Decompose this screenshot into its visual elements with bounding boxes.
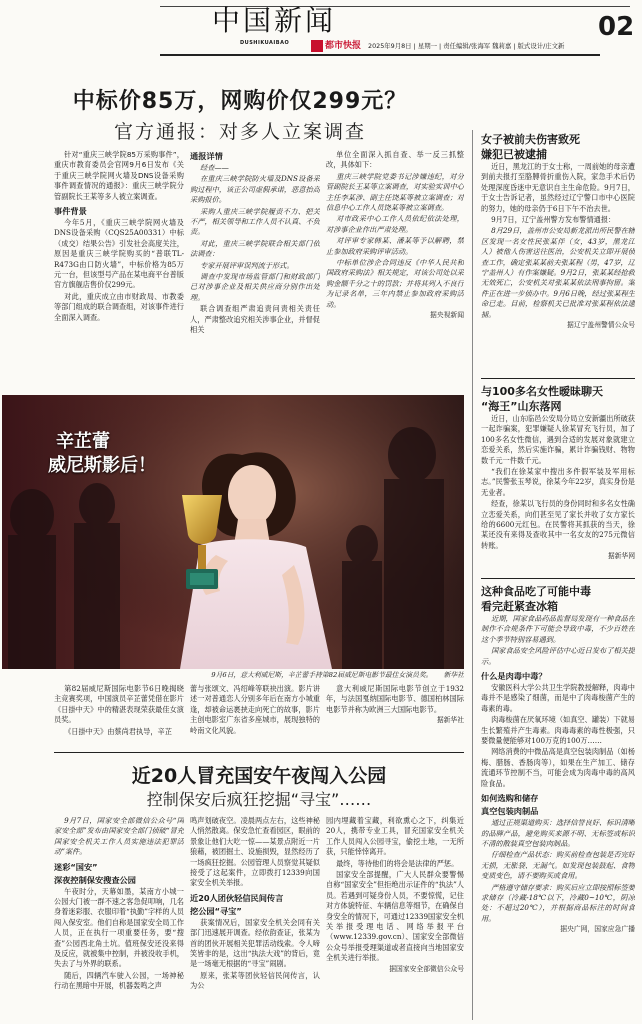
second-c3-p3: 国家安全部提醒，广大人民群众要警惕自称“国家安全”但拒绝出示证件的“执法”人员。若遇到可疑身份人员，不要惊慌，记住对方体貌特征、车辆信息等细节，在确保自身安全的情况下，可通过12339国家安全机关举报受理电话、网络举报平台（www.12339.gov.cn）、国家安全部微信公众号举报受理渠道或者直接向当地国家安全机关进行举报。 — [326, 870, 464, 963]
photo-story-col-3 — [326, 684, 464, 746]
page-number: 02 — [598, 12, 635, 42]
masthead — [0, 0, 642, 64]
right-article-3 — [481, 584, 635, 1020]
lead-col3-p1: 单位全面深入抓自查、举一反三抓整改，具体如下： — [326, 150, 464, 170]
photo-story-p1b: 《日掛中天》由蔡尚君执导，辛芷 — [64, 726, 172, 736]
second-credit: 据国家安全部微信公众号 — [389, 964, 464, 973]
brand-name: 都市快报 — [325, 41, 362, 51]
brand-logo-icon — [311, 40, 323, 52]
masthead-bottom-rule — [160, 54, 600, 56]
photo-credit: 新华社 — [443, 671, 464, 679]
lead-col2-q3: 对此，重庆三峡学院联合相关部门依法调查： — [190, 238, 320, 259]
lead-col2-q-title: 经查—— — [200, 163, 229, 172]
right-a3-q-p1: 安徽医科大学公共卫生学院教授解释，肉毒中毒并不是感染了细菌，而是中了肉毒梭菌产生的毒素的毒。 — [481, 683, 635, 713]
lead-intro: 针对“重庆三峡学院85万采购事件”，重庆市教育委员会官网9月6日发布《关于重庆三峡学院网火墙及DNS设备采购事件调查情况的通报》：重庆三峡学院分管副院长王某等多人被立案调查。 — [54, 150, 184, 201]
lead-col3-q1: 重庆三峡学院党委书记涉嫌违纪，对分管副院长王某等立案调查，对实验实训中心主任李某涉、副主任饶某等被立案调查；对信息中心工作人员饶某等被立案调查。 — [326, 171, 464, 213]
lead-col1-p2: 对此，重庆成立由市财政局、市教委等部门组成的联合调查组，对该事件进行全面深入调查。 — [54, 291, 184, 322]
issue-weekday: 星期一 — [417, 42, 437, 50]
photo-story-credit: 据新华社 — [436, 716, 464, 725]
second-c2-p1: 鸣声划破夜空。凌晨两点左右，这些神秘人悄然散离。保安急忙查看园区，眼前的景象让他们大吃一惊——某景点附近一片狼藉，被团掘土、设施损毁，显然经历了一场疯狂挖掘。公园管理人员察觉其疑似接受了这起案件，立即拨打12339向国家安全机关举报。 — [190, 816, 320, 888]
right-a3-headline: 这种食品吃了可能中毒 — [481, 585, 591, 598]
designer-credit: 版式设计/庄文新 — [517, 42, 565, 50]
right-a1-headline: 女子被前夫伤害致死 — [481, 133, 580, 146]
right-a2-credit: 据新华网 — [607, 552, 635, 561]
right-a1-p1: 近日，黑龙江的于女士称，一周前她的母亲遭到前夫报打至胳膊骨折重伤入院，家急手术后仍处理深度昏迷中无意识自主生命危险。9月7日，于女士告诉记者，虽然经过辽宁警口市中心医院的努力，她的母亲仍于6日下午不治去世。 — [481, 162, 635, 213]
lead-headline: 中标价85万，网购价仅299元？ — [72, 89, 408, 114]
right-divider-2 — [481, 578, 635, 579]
second-c3-p2: 最终，等待他们的将会是法律的严惩。 — [336, 858, 459, 868]
lead-credit: 据央视新闻 — [430, 311, 464, 320]
right-a2-p1: 近日，山东临邑公安局分局立安新疆出所破获一起诈骗案，犯罪嫌疑人徐某冒充飞行员，加了100多名女性微信，遇到合适的发展对象就建立恋爱关系，然后实施诈骗，累计诈骗钱财、物物数千元一件数千元。 — [481, 414, 635, 465]
editor-credit: 责任编辑/张海军 魏莉嘉 — [443, 42, 512, 50]
right-column-divider — [472, 130, 473, 1020]
right-a3-s-title: 如何选购和储存 — [481, 793, 539, 804]
photo-overlay-line-2: 威尼斯影后！ — [48, 455, 156, 476]
right-a3-s-p3: 严格遵守储存要求：购买后应立即按照标签要求储存（冷藏-18℃以下，冷藏0~10℃，阴凉处：不超过20℃），并根据商品标注的时间食用。 — [481, 882, 635, 923]
second-s1-p2: 随后，四辆汽车驶入公园，一场神秘行动在黑暗中开展，机器轰鸣之声 — [54, 970, 184, 991]
right-a1-headline2: 嫌犯已被逮捕 — [481, 148, 547, 161]
right-a2-headline: 与100多名女性暧昧聊天 — [481, 385, 603, 398]
lead-col3-q3: 对评审专家韩某、潘某等予以解聘，禁止参加政府采购评审活动。 — [326, 236, 464, 256]
issue-date: 2025年9月8日 — [368, 42, 412, 50]
lead-col3-q2: 对市政采中心工作人员依纪依法处理，对涉事企业作出严肃处理。 — [326, 214, 464, 234]
right-a3-s-p2: 仔细检查产品状态：购买前检查包装是否完好无损，无胀袋、无漏气。如发现包装鼓起、食物变质变色，请不要购买或食用。 — [481, 850, 635, 881]
lead-col2-p1: 联合调查组严肃追责问责相关责任人，严肃整改追究相关涉事企业，并督促相关 — [190, 304, 320, 335]
lead-subhead: 官方通报：对多人立案调查 — [113, 121, 366, 143]
right-a1-body — [481, 162, 635, 330]
right-article-1 — [481, 132, 635, 372]
right-a3-s-title2: 真空包装肉制品 — [481, 806, 539, 817]
second-s2-title2: 挖公园“寻宝” — [190, 905, 242, 916]
right-a2-body — [481, 414, 635, 561]
right-a3-p1: 近期，国家食品药品监督局发现有一种食品在制作不合规条件下可能会导致中毒，不少百姓在这个季节特别容易遇到。 — [481, 614, 635, 644]
second-headline: 近20人冒充国安午夜闯入公园 — [131, 765, 387, 787]
subject-face — [228, 465, 276, 525]
right-a2-headline2: “海王”山东落网 — [481, 400, 562, 413]
right-a3-p2: 国家食品安全风险评估中心近日发布了相关提示。 — [481, 646, 635, 666]
lead-col2-q2: 采购人重庆三峡学院履责不力、把关不严，相关领导和工作人员不认真、不负责。 — [190, 206, 320, 237]
right-a3-body — [481, 614, 635, 934]
second-s1-title2: 深夜控制保安搜查公园 — [54, 874, 136, 885]
right-a3-q-p2: 肉毒梭菌在厌氧环境（如真空、罐装）下就易生长繁殖并产生毒素。肉毒毒素的毒性极强，只要微量便能够对100万克的100万…… — [481, 715, 635, 746]
lead-col3-q4: 中标单位涉企合同违反《中华人民共和国政府采购法》相关规定，对该公司处以采购金额千分之十的罚款；并将其列入不良行为记录名单，三年内禁止参加政府采购活动。 — [326, 258, 464, 309]
photo-story-p1: 第82届威尼斯国际电影节6日晚揭晓主竞赛奖项，中国演员辛芷蕾凭借在影片《日掛中天》中的精湛表现荣获最佳女演员奖。 — [54, 684, 184, 725]
second-subhead: 控制保安后疯狂挖掘“寻宝”…… — [146, 790, 372, 809]
right-a3-q-title: 什么是肉毒中毒？ — [481, 671, 547, 682]
right-divider-1 — [481, 378, 635, 379]
second-s1-p1: 午夜时分，天幕如墨，某南方小城一公园大门被一群不速之客急促叩响，几名身着迷彩服、衣服印着“执勤”字样的人员闯入保安室。他们自称是国家安全局工作人员，正在执行一项重要任务，要“搜查”公园西北角土坑。值班保安还没来得及反应，就被集中控制，并被没收手机，失去了与外界的联系。 — [54, 886, 184, 969]
photo-caption: 9月6日，意大利威尼斯，辛芷蕾手持第82届威尼斯电影节最佳女演员奖。 — [211, 671, 433, 679]
photo-frame — [2, 395, 464, 669]
second-col-2 — [190, 816, 320, 1022]
photo-overlay-line-1: 辛芷蕾 — [56, 431, 110, 452]
right-a1-p2: 9月7日，辽宁盖州警方发布警情通报： — [491, 215, 616, 225]
lead-col-1 — [54, 150, 184, 396]
lead-col-3 — [326, 150, 464, 396]
photo-story-p2: 蕾与张颂文、冯绍峰等联袂出演。影片讲述一对普通恋人分别多年后在南方小城重逢，却被命运裹挟走向死亡的故事，影片主创电影室广东省多座城市，展现独特的岭南文化风貌。 — [190, 684, 320, 735]
right-article-2 — [481, 384, 635, 574]
brand-pinyin: DUSHIKUAIBAO — [240, 40, 290, 46]
photo-story-p3: 意大利威尼斯国际电影节创立于1932年，与法国戛纳国际电影节、德国柏林国际电影节并称为欧洲三大国际电影节。 — [326, 684, 464, 714]
second-col-3 — [326, 816, 464, 1022]
right-a2-p2: “我们在徐某家中搜出多件假军装及军用标志。”民警张玉琴说，徐某今年22岁，真实身份是无业者。 — [481, 467, 635, 497]
second-c3-p1: 园内埋藏着宝藏，利欲熏心之下，纠集近20人，携带专业工具，冒充国家安全机关工作人员闯入公园寻宝，偷挖土地，一无所获，只能悻悻离开。 — [326, 816, 464, 857]
right-a3-s-p1: 通过正规渠道购买：选择信誉良好、标识清晰的品牌产品，避免购买来源不明、无标签或标识不清的散装真空包装肉制品。 — [481, 818, 635, 848]
lead-col2-q4: 专家开展评审误判流于形式。 — [200, 260, 294, 270]
right-a2-p3: 经查，徐某以飞行员的身份同时和多名女性确立恋爱关系，向们甚至见了家长并收了女方家长给的6600元红包。在民警将其抓获的当天，徐某还没有来得及查收其中一名女友的275元微信转账。 — [481, 499, 635, 550]
right-a3-q-p3: 网络消费的中微品高是真空包装肉制品（如杨梅、腊肠、香肠肉等），如果在生产加工、储存流通环节控制不当，可能会成为肉毒中毒的高风险食品。 — [481, 747, 635, 788]
right-a3-headline2: 看完赶紧查冰箱 — [481, 600, 558, 613]
right-a3-credit: 据央广网，国家应急广播 — [560, 925, 635, 934]
divider-middle — [54, 752, 464, 753]
right-a1-quote: 8月29日，盖州市公安局新龙派出所民警在辖区发现一名女性民张某伴（女，43岁，黑龙江人）被他人伤害送往医治，公安机关立即开展侦查工作，确定张某某前夫张某程（男，47岁，辽宁盖州人）有作案嫌疑。9月2日，张某某经抢救无效死亡，公安机关对张某某依法刑事拘留。案件正在进一步侦办中。9月6日晚，经过张某程生命已走。目前，检察机关已批准对张某程依法逮捕。 — [481, 226, 635, 319]
section-title-background: 事件背景 — [54, 206, 87, 217]
photo-story-col-2 — [190, 684, 320, 746]
lead-col-2 — [190, 150, 320, 396]
second-s2-title: 近20人团伙轻信民间传言 — [190, 892, 284, 903]
second-s2-p1: 获案情况后，国家安全机关会同有关部门迅速展开调查。经依韵查证，张某为首的团伙开展相关犯罪活动线索。令人啼笑皆非的是，这出“执法大戏”的背后，竟是一场毫无根据的“寻宝”闹剧。 — [190, 917, 320, 969]
lead-col2-q5: 调查中发现市场监管部门和财政部门已对涉事企业及相关供应商分别作出处理。 — [190, 272, 320, 302]
second-s2-p2: 原来，张某等团伙轻信民间传言，认为公 — [190, 970, 320, 991]
right-a1-credit: 据辽宁盖州警情公众号 — [567, 321, 635, 330]
photo-caption-line — [140, 670, 464, 680]
photo-story-col-1 — [54, 684, 184, 746]
section-title: 中国新闻 — [212, 4, 337, 37]
second-intro: 9月7日，国家安全部微信公众号“国家安全部”发布由国家安全部门侦破“冒充国家安全机关工作人员实施违法犯罪活动”案件。 — [54, 816, 184, 857]
lead-col1-p1: 今年5月，《重庆三峡学院网火墙及DNS设备采购（CQS25A00331）中标（成交）结果公告》引发社会高度关注，原因是重庆三峡学院购买的“普联TL-R473G由口防火墙”，中标价格为85万元一台，但该型号产品在某电商平台普版官方旗舰店售价仅299元。 — [54, 218, 184, 290]
issue-line: 2025年9月8日 | 星期一 | 责任编辑/张海军 魏莉嘉 | 版式设计/庄文新 — [368, 42, 565, 50]
section-title-details: 通报详情 — [190, 151, 223, 161]
second-s1-title: 迷彩“国安” — [54, 861, 98, 872]
lead-col2-q1: 在重庆三峡学院防火墙及DNS设备采购过程中，该正公司虚假承诺，恶意抬高采购报价。 — [190, 174, 320, 205]
second-col-1 — [54, 816, 184, 1022]
